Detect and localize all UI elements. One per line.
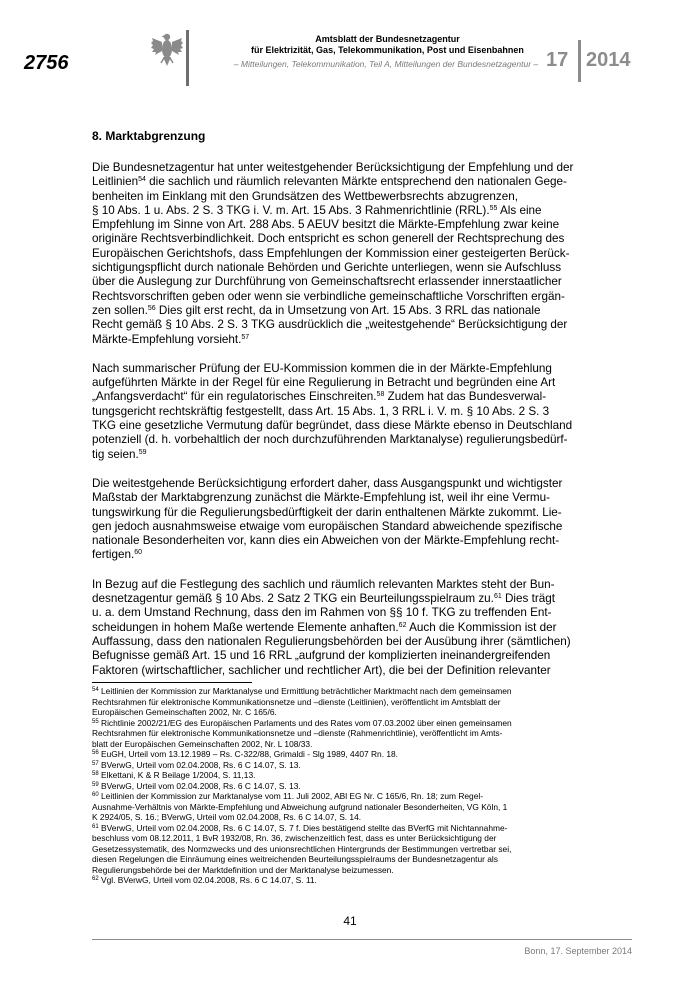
text-fragment: Zudem hat das Bundesverwal- <box>384 390 547 404</box>
footnote-line: K 2924/05, S. 16.; BVerwG, Urteil vom 02.04.2008, Rs. 6 C 14.07, S. 14. <box>92 812 362 822</box>
footnote-ref: 59 <box>138 448 147 456</box>
footnote-line: beschluss vom 08.12.2011, 1 BvR 1932/08, Rn. 36, zwischenzeitlich fest, dass es unter Berücksichtigung der <box>92 833 497 843</box>
text-line: potenziell (d. h. vorbehaltlich der noch durchzuführenden Marktanalyse) regulierungsbedürf- <box>92 433 568 447</box>
footnote <box>92 791 602 802</box>
text-line: Europäischen Gerichtshofs, dass Empfehlungen der Kommission einer gesteigerten Berück- <box>92 246 570 260</box>
footnote-text: Richtlinie 2002/21/EG des Europäischen Parlaments und des Rates vom 07.03.2002 über einen gemeinsamen <box>98 717 512 728</box>
paragraph <box>92 477 592 563</box>
footnote-line: Gesetzessystematik, des Normzwecks und des unionsrechtlichen Hintergrunds der Bestimmungen vertretbar sei, <box>92 843 512 854</box>
footnote-text: BVerwG, Urteil vom 02.04.2008, Rs. 6 C 14.07, S. 13. <box>98 759 301 770</box>
text-line: sichtigungspflicht durch nationale Behörden und Gerichte unterliegen, wenn sie Aufschluss <box>92 261 562 275</box>
footnote-line: Rechtsrahmen für elektronische Kommunikationsnetze und –dienste (Leitlinien), veröffentlicht im Amtsblatt der <box>92 696 501 707</box>
footnote-line: diesen Regelungen die Einräumung eines weitreichenden Beurteilungsspielraums der Bundesnetzagentur als <box>92 854 498 864</box>
footnote-number: 55 <box>92 718 99 725</box>
text-line <box>92 175 592 189</box>
text-fragment: Als eine <box>497 203 542 217</box>
footnote-separator <box>92 682 252 683</box>
footnote-ref: 54 <box>138 176 146 184</box>
text-line <box>92 548 592 562</box>
issue-year: 2014 <box>586 49 631 71</box>
footnote-ref: 62 <box>398 621 407 629</box>
journal-title-line1: Amtsblatt der Bundesnetzagentur <box>315 34 460 44</box>
journal-subtitle: – Mitteilungen, Telekommunikation, Teil A, Mitteilungen der Bundesnetzagentur – <box>233 59 539 69</box>
footer-date: Bonn, 17. September 2014 <box>524 946 632 956</box>
paragraph <box>92 578 592 678</box>
text-fragment: tig seien. <box>92 447 139 461</box>
text-line: Die Bundesnetzagentur hat unter weitestgehender Berücksichtigung der Empfehlung und der <box>92 161 574 174</box>
footer-page-number: 41 <box>343 914 357 928</box>
issue-number: 17 <box>546 49 569 71</box>
text-fragment: Dies trägt <box>501 592 555 606</box>
issue-divider <box>578 40 581 82</box>
footnote <box>92 823 602 834</box>
footnote-number: 57 <box>92 760 99 767</box>
footnote-ref: 61 <box>493 593 502 601</box>
text-line <box>92 333 592 347</box>
footnote-ref: 57 <box>241 333 250 341</box>
footnote <box>92 770 602 781</box>
footnote <box>92 760 602 771</box>
text-line: Nach summarischer Prüfung der EU-Kommission kommen die in der Märkte-Empfehlung <box>92 361 552 375</box>
footnote-text: Vgl. BVerwG, Urteil vom 02.04.2008, Rs. 6 C 14.07, S. 11. <box>98 875 317 885</box>
footnote-number: 54 <box>92 687 99 693</box>
footnote-ref: 55 <box>489 204 498 212</box>
footnote <box>92 718 602 729</box>
footnote-ref: 58 <box>376 391 385 399</box>
footnote <box>92 749 602 760</box>
text-line: Recht gemäß § 10 Abs. 2 S. 3 TKG ausdrücklich die „weitestgehende“ Berücksichtigung der <box>92 318 568 332</box>
text-line <box>92 621 592 635</box>
paragraph <box>92 362 592 462</box>
footnote-number: 60 <box>92 792 99 798</box>
text-line: TKG eine gesetzliche Vermutung dafür begründet, dass diese Märkte ebenso in Deutschland <box>92 419 573 433</box>
text-line: Maßstab der Marktabgrenzung zunächst die Märkte-Empfehlung ist, weil ihr eine Vermu- <box>92 491 550 505</box>
text-fragment: die sachlich und räumlich relevanten Märkte entsprechend den nationalen Gege- <box>145 175 567 189</box>
footnote-number: 61 <box>92 823 99 830</box>
footnote-text: BVerwG, Urteil vom 02.04.2008, Rs. 6 C 14.07, S. 7 f. Dies bestätigend stellte das BVerfG mit Nichtannahme- <box>98 822 508 833</box>
text-line: aufgeführten Märkte in der Regel für eine Regulierung in Betracht und begründen eine Art <box>92 376 556 390</box>
footnotes <box>92 686 602 886</box>
footnote-text: BVerwG, Urteil vom 02.04.2008, Rs. 6 C 14.07, S. 13. <box>98 780 301 791</box>
footnote-text: Leitlinien der Kommission zur Marktanalyse und Ermittlung beträchtlicher Marktmacht nach dem gemeinsamen <box>98 686 512 696</box>
footnote-line: Regulierungsbehörde bei der Marktdefinition und der Marktanalyse beizumessen. <box>92 864 394 875</box>
footnote <box>92 686 602 697</box>
journal-title-line2: für Elektrizität, Gas, Telekommunikation, Post und Eisenbahnen <box>251 45 524 55</box>
text-line: tungsgericht rechtskräftig festgestellt, dass Art. 15 Abs. 1, 3 RRL i. V. m. § 10 Abs. 2 S. 3 <box>92 404 550 418</box>
text-line: Rechtsvorschriften geben oder wenn sie verbindliche gemeinschaftliche Vorschriften ergän- <box>92 289 565 303</box>
footnote-number: 59 <box>92 781 99 788</box>
header-divider <box>186 30 189 86</box>
footer-separator <box>92 939 632 940</box>
footnote-line: Europäischen Gemeinschaften 2002, Nr. C 165/6. <box>92 707 277 717</box>
footnote-ref: 60 <box>134 549 143 557</box>
text-fragment: Dies gilt erst recht, da in Umsetzung von Art. 15 Abs. 3 RRL das nationale <box>155 303 541 317</box>
footnote-text: EuGH, Urteil vom 13.12.1989 – Rs. C-322/88, Grimaldi - Slg 1989, 4407 Rn. 18. <box>98 749 399 759</box>
text-fragment: „Anfangsverdacht“ für ein regulatorisches Einschreiten. <box>92 390 377 404</box>
text-fragment: zen sollen. <box>92 303 148 317</box>
text-line <box>92 592 592 606</box>
text-line: In Bezug auf die Festlegung des sachlich und räumlich relevanten Marktes steht der Bun- <box>92 577 555 591</box>
footnote-line: blatt der Europäischen Gemeinschaften 2002, Nr. L 108/33. <box>92 738 313 749</box>
footnote-number: 62 <box>92 876 99 882</box>
text-fragment: Leitlinien <box>92 175 139 189</box>
text-fragment: scheidungen in hohem Maße wertende Elemente anhaften. <box>92 620 399 634</box>
text-line: Faktoren (wirtschaftlicher, sachlicher und rechtlicher Art), die bei der Definition relevanter <box>92 663 551 677</box>
text-fragment: Märkte-Empfehlung vorsieht. <box>92 332 242 346</box>
footnote-line: Ausnahme-Verhältnis von Märkte-Empfehlung und Abweichung aufgrund nationaler Besonderheiten, VG Köln, 1 <box>92 801 508 812</box>
text-line: über die Auslegung zur Durchführung von Gemeinschaftsrecht erlassender innerstaatlicher <box>92 275 562 289</box>
paragraph <box>92 161 592 347</box>
text-line: Empfehlung im Sinne von Art. 288 Abs. 5 AEUV besitzt die Märkte-Empfehlung zwar keine <box>92 218 560 232</box>
section-heading: 8. Marktabgrenzung <box>92 129 206 143</box>
footnote <box>92 781 602 792</box>
text-line: Befugnisse gemäß Art. 15 und 16 RRL „aufgrund der komplizierten ineinandergreifenden <box>92 649 551 663</box>
footnote <box>92 875 602 886</box>
page-number: 2756 <box>24 52 69 74</box>
text-fragment: fertigen. <box>92 548 135 562</box>
text-line: benheiten im Einklang mit den Grundsätzen des Wettbewerbsrechts abzugrenzen, <box>92 189 518 203</box>
footnote-number: 56 <box>92 750 99 756</box>
text-line: tungswirkung für die Regulierungsbedürftigkeit der darin enthaltenen Märkte zukommt. Lie- <box>92 505 562 519</box>
text-line: nationale Besonderheiten vor, kann dies ein Abweichen von der Märkte-Empfehlung recht- <box>92 534 560 548</box>
text-line: originäre Rechtsverbindlichkeit. Doch entspricht es schon generell der Rechtsprechung des <box>92 232 565 246</box>
text-line: Auffassung, dass den nationalen Regulierungsbehörden bei der Ausübung ihrer (sämtlichen) <box>92 634 571 648</box>
text-line <box>92 304 592 318</box>
footnote-number: 58 <box>92 771 99 777</box>
footnote-text: Leitlinien der Kommission zur Marktanalyse vom 11. Juli 2002, ABl EG Nr. C 165/6, Rn. 18; zum Regel- <box>98 791 484 801</box>
text-line <box>92 390 592 404</box>
text-fragment: § 10 Abs. 1 u. Abs. 2 S. 3 TKG i. V. m. Art. 15 Abs. 3 Rahmenrichtlinie (RRL). <box>92 203 490 217</box>
text-line: Die weitestgehende Berücksichtigung erfordert daher, dass Ausgangspunkt und wichtigster <box>92 476 563 490</box>
text-fragment: Auch die Kommission ist der <box>406 620 557 634</box>
text-line <box>92 204 592 218</box>
body-text <box>92 161 592 693</box>
text-line: gen jedoch ausnahmsweise etwaige vom europäischen Standard abweichende spezifische <box>92 519 563 533</box>
footnote-ref: 56 <box>147 304 156 312</box>
footnote-line: Rechtsrahmen für elektronische Kommunikationsnetze und –dienste (Rahmenrichtlinie), veröffentlicht im Amts- <box>92 728 503 738</box>
journal-title <box>200 34 575 56</box>
federal-eagle-icon <box>150 30 184 70</box>
text-line <box>92 448 592 462</box>
text-line: u. a. dem Umstand Rechnung, dass den im Rahmen von §§ 10 f. TKG zu treffenden Ent- <box>92 606 552 620</box>
text-fragment: desnetzagentur gemäß § 10 Abs. 2 Satz 2 TKG ein Beurteilungsspielraum zu. <box>92 592 494 606</box>
footnote-text: Elkettani, K & R Beilage 1/2004, S. 11,13. <box>98 770 256 780</box>
